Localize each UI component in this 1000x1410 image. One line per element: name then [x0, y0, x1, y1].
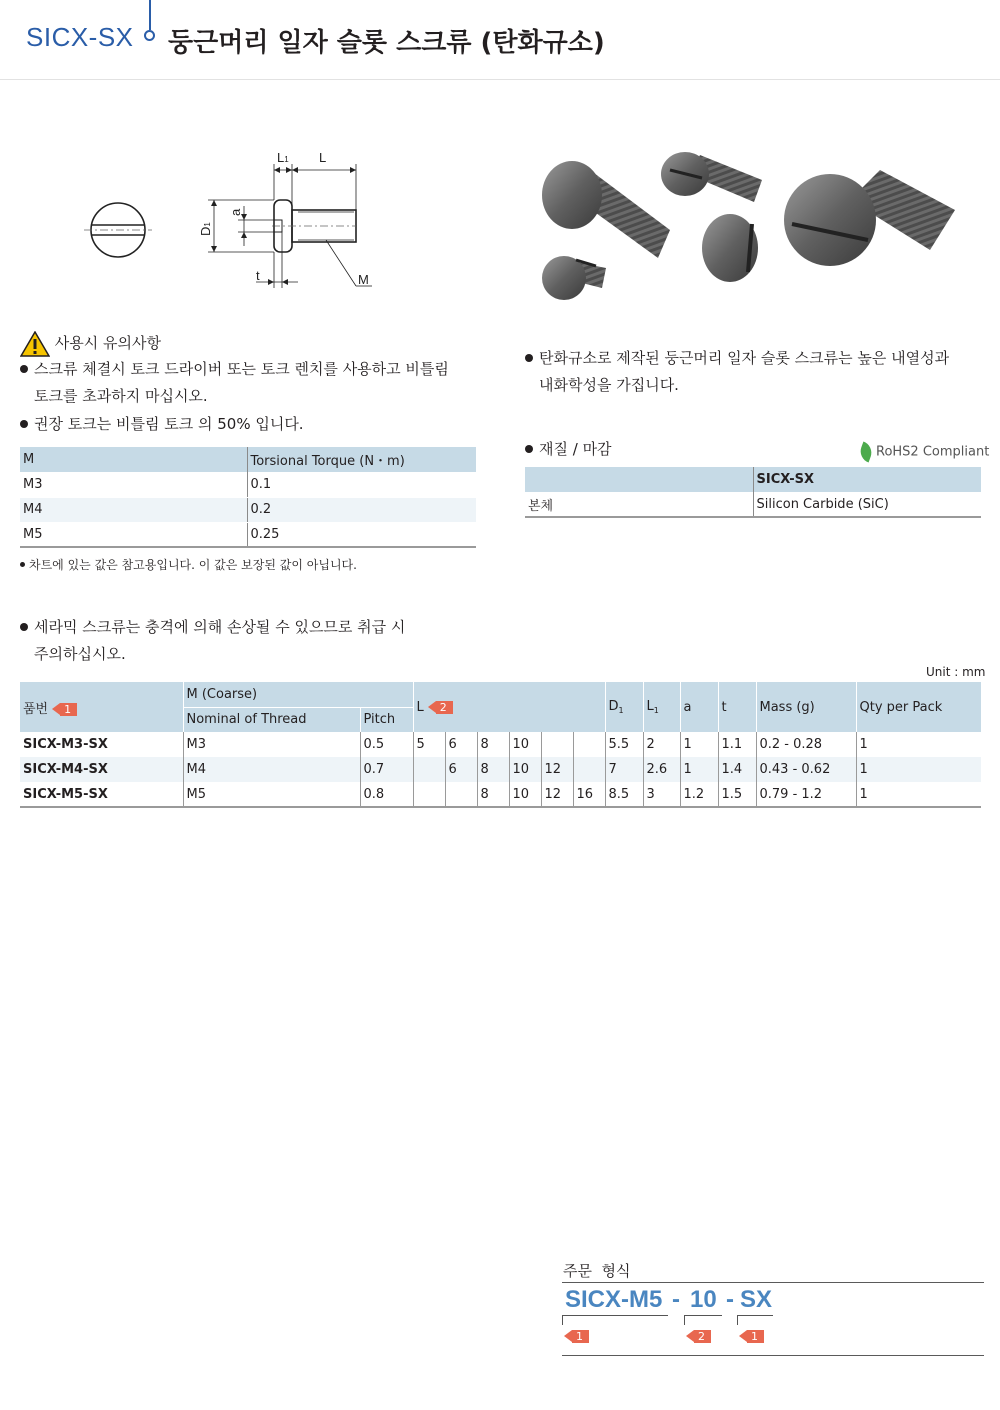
screw-dimension-diagram [80, 140, 390, 300]
leaf-icon [857, 441, 874, 462]
header-qty: Qty per Pack [856, 682, 981, 732]
part-number: SICX-M5-SX [20, 782, 183, 807]
ceramic-note: 세라믹 스크류는 충격에 의해 손상될 수 있으므로 취급 시 주의하십시오. [20, 614, 405, 668]
caution-heading [20, 330, 161, 357]
l-label: L [319, 150, 327, 165]
l1-label: L1 [277, 150, 289, 165]
header-a: a [680, 682, 718, 732]
header-part-no: 품번 1 [20, 682, 183, 732]
material-table [525, 467, 981, 518]
bullet-icon [20, 365, 28, 373]
screw-side-view [208, 164, 372, 288]
bullet-icon [525, 445, 533, 453]
table-row [525, 492, 981, 517]
header-divider-dot [144, 30, 155, 41]
order-tag-2: 2 [436, 701, 453, 714]
caution-item-2: 권장 토크는 비틀림 토크 의 50% 입니다. [20, 411, 304, 438]
table-row: SICX-M3-SX M3 0.5 5 6 8 10 5.5 2 1 1.1 0.2 - 0.28 1 [20, 732, 981, 757]
rohs-badge: RoHS2 Compliant [860, 443, 989, 461]
caution-item-1: 스크류 체결시 토크 드라이버 또는 토크 렌치를 사용하고 비틀림 토크를 초과하지 마십시오. [20, 356, 449, 410]
screw-head-front-view [84, 203, 152, 257]
order-divider-top [562, 1282, 984, 1283]
order-code-sep1: - [672, 1286, 680, 1313]
series-code: SICX-SX [26, 22, 134, 52]
order-bracket-1 [562, 1315, 668, 1325]
table-row: M3 0.1 [20, 472, 476, 497]
screw-photo-4 [784, 170, 955, 266]
header-l1: $L_1$ [643, 682, 680, 732]
bullet-icon [525, 354, 533, 362]
table-row: SICX-M4-SX M4 0.7 6 8 10 12 7 2.6 1 1.4 0.43 - 0.62 1 [20, 757, 981, 782]
table-row: M4 0.2 [20, 497, 476, 522]
order-code-part2: 10 [690, 1286, 717, 1313]
bullet-icon [20, 623, 28, 631]
chart-note: 차트에 있는 값은 참고용입니다. 이 값은 보장된 값이 아닙니다. [20, 552, 357, 579]
material-heading: 재질 / 마감 [525, 436, 612, 463]
page-title: 둥근머리 일자 슬롯 스크류 (탄화규소) [168, 28, 605, 58]
torque-header-torque: Torsional Torque (N・m) [247, 447, 476, 472]
material-header-code: SICX-SX [753, 467, 981, 492]
unit-label: Unit : mm [926, 665, 986, 679]
header-d1: $D_1$ [605, 682, 643, 732]
table-row: M5 0.25 [20, 522, 476, 547]
material-row-label: 본체 [525, 492, 753, 517]
table-row: SICX-M5-SX M5 0.8 8 10 12 16 8.5 3 1.2 1.5 0.79 - 1.2 1 [20, 782, 981, 807]
header-l: L 2 [413, 682, 605, 732]
header-t: t [718, 682, 756, 732]
caution-title: 사용시 유의사항 [54, 334, 161, 352]
screw-photo-2 [661, 152, 762, 202]
header-m-coarse: M (Coarse) [183, 682, 413, 707]
order-code-part1: SICX-M5 [565, 1286, 663, 1313]
product-table [20, 682, 981, 808]
order-bracket-3 [737, 1315, 773, 1325]
header-mass: Mass (g) [756, 682, 856, 732]
order-tag-3: 1 [747, 1330, 764, 1343]
m-label: M [358, 272, 369, 287]
order-tag-1: 1 [572, 1330, 589, 1343]
product-description: 탄화규소로 제작된 둥근머리 일자 슬롯 스크류는 높은 내열성과 내화학성을 가집니다. [525, 345, 949, 399]
part-number: SICX-M4-SX [20, 757, 183, 782]
order-format-title: 주문 형식 [563, 1262, 631, 1280]
order-divider-bottom [562, 1355, 984, 1356]
bullet-icon [20, 562, 25, 567]
torque-table [20, 447, 476, 548]
screw-photo-1 [542, 161, 670, 258]
order-tag-1: 1 [60, 703, 77, 716]
part-number: SICX-M3-SX [23, 737, 108, 752]
order-code-part3: SX [740, 1286, 773, 1313]
order-tag-2: 2 [694, 1330, 711, 1343]
header-nominal: Nominal of Thread [183, 707, 360, 732]
order-bracket-2 [684, 1315, 722, 1325]
product-photo [530, 140, 960, 315]
d1-label: D1 [198, 222, 213, 236]
header-pitch: Pitch [360, 707, 413, 732]
t-label: t [256, 268, 260, 283]
header-divider-line [149, 0, 151, 30]
material-row-value: Silicon Carbide (SiC) [753, 492, 981, 517]
warning-icon [20, 331, 50, 357]
bullet-icon [20, 420, 28, 428]
page-header [0, 0, 1000, 80]
screw-photo-3 [702, 214, 758, 282]
torque-header-m: M [20, 447, 247, 472]
a-label: a [228, 208, 243, 216]
screw-photo-5 [542, 256, 606, 300]
order-code-sep2: - [726, 1286, 734, 1313]
